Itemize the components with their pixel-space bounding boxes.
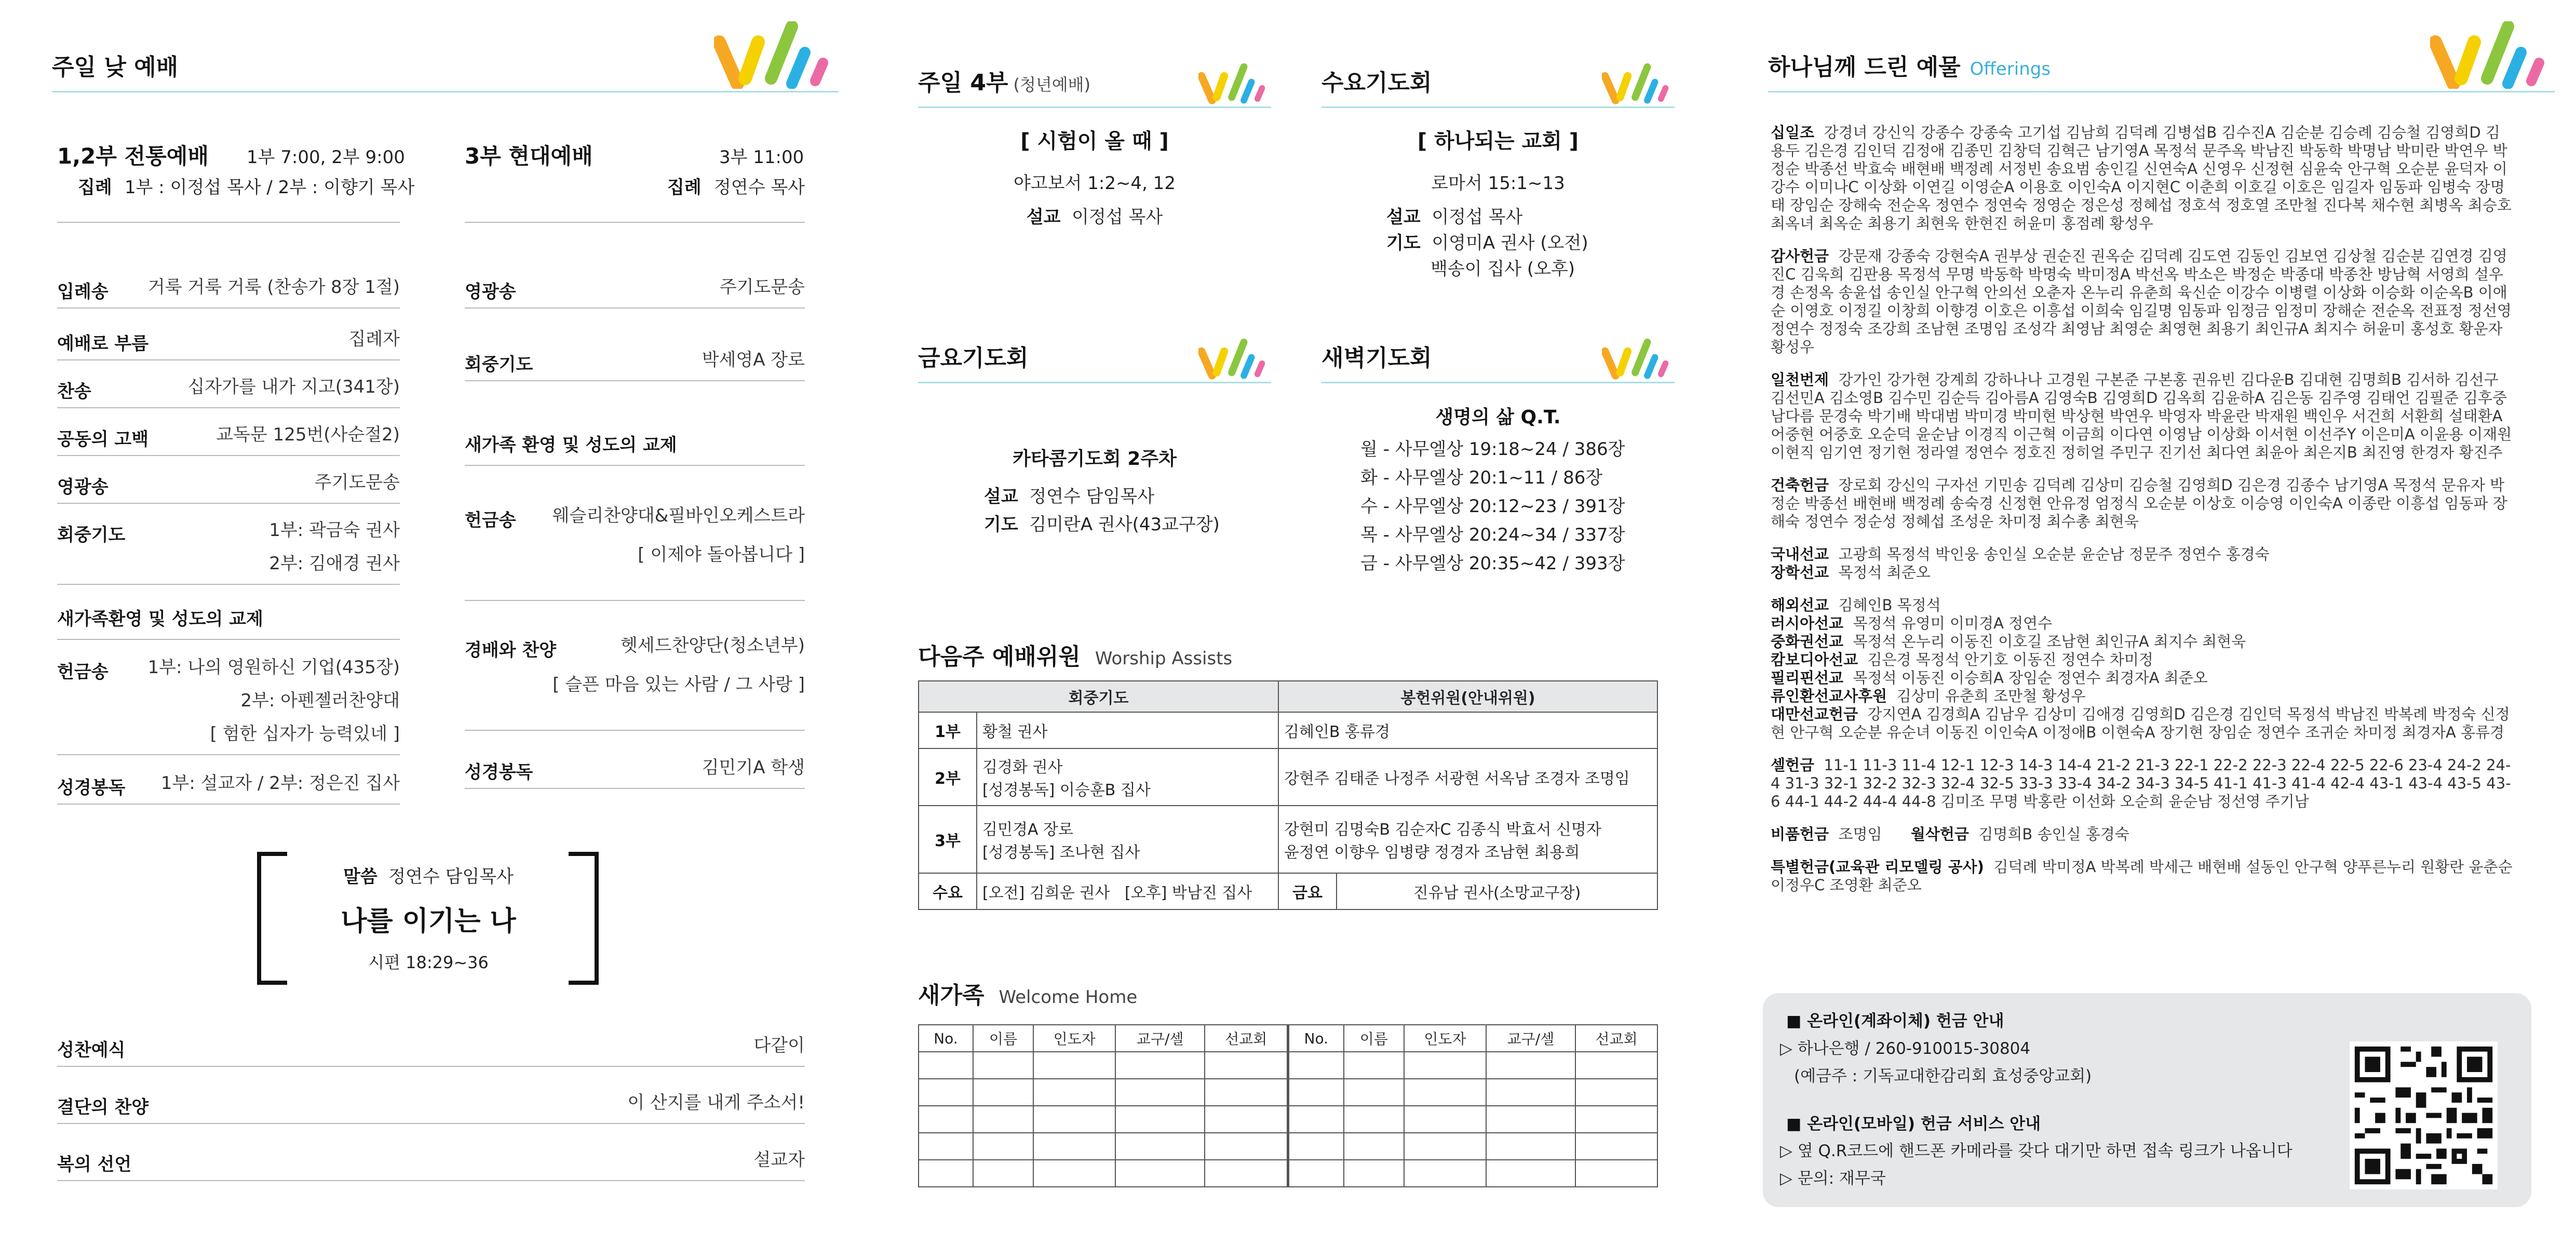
prayer-label-left: 회중기도 bbox=[57, 525, 126, 545]
s3-leader-label: 집례 bbox=[667, 177, 702, 198]
s3-divider bbox=[465, 222, 805, 223]
assist-table bbox=[918, 680, 1658, 910]
assist-title-en: Worship Assists bbox=[1095, 648, 1233, 669]
fri-header bbox=[918, 312, 1271, 383]
offering-paragraph: 국내선교 고광희 목정석 박인웅 송인실 오순분 윤순남 정문주 정연수 홍경숙 장학선교 목정석 최준오 bbox=[1771, 545, 2270, 581]
gloria-row bbox=[57, 465, 400, 504]
welcome-row-left bbox=[57, 597, 400, 640]
assist-fri-label: 금요 bbox=[1278, 873, 1337, 909]
dawn-list bbox=[1360, 435, 1625, 578]
gloria-label-right: 영광송 bbox=[465, 282, 516, 302]
table-row bbox=[919, 806, 1657, 873]
offer-v2-left: 2부: 아펜젤러찬양대 bbox=[240, 690, 400, 711]
church-logo bbox=[1198, 338, 1271, 380]
table-row bbox=[919, 1079, 1657, 1106]
assist-serve: 강현주 김태준 나정주 서광현 서옥남 조경자 조명임 bbox=[1278, 748, 1657, 806]
s12-leader-label: 집례 bbox=[78, 177, 112, 198]
sermon-bracket-right bbox=[569, 852, 599, 985]
col-no: No. bbox=[919, 1025, 973, 1052]
offering-paragraph: 셀헌금 11-1 11-3 11-4 12-1 12-3 14-3 14-4 21-2 21-3 22-1 22-2 22-3 22-4 22-5 22-6 23-4 24-2 24-4 31-3 32-1 32-2 32-3 32-4 32-5 33-3 33-4 34-2 34-3 34-5 41-1 41-3 41-4 42-4 43-1 43-4 43-5 43-6 44-1 44-2 44-4 44-8 김미조 무명 박홍란 이선화 오순희 윤순남 정선영 주기남 bbox=[1771, 756, 2511, 810]
assist-pray-cell: 김민경A 장로 [성경봉독] 조나현 집사 bbox=[977, 806, 1278, 873]
gloria-value-right: 주기도문송 bbox=[719, 277, 805, 298]
praise-row-right bbox=[465, 628, 805, 731]
online2-l2: ▷ 문의: 재무국 bbox=[1780, 1169, 1886, 1188]
hymn-label: 찬송 bbox=[57, 381, 91, 402]
offering-paragraph: 비품헌금 조명임 월삭헌금 김명희B 송인실 홍경숙 bbox=[1771, 825, 2129, 843]
col-guide: 인도자 bbox=[1404, 1025, 1486, 1052]
communion-value: 다같이 bbox=[753, 1035, 805, 1056]
assist-fri: 진유남 권사(소망교구장) bbox=[1337, 873, 1657, 909]
s4-subtitle: (청년예배) bbox=[1013, 75, 1091, 95]
prayer-v1-left: 1부: 곽금숙 권사 bbox=[269, 520, 400, 541]
wed-title: 수요기도회 bbox=[1321, 70, 1432, 96]
church-logo bbox=[714, 21, 839, 89]
welcome-label-left: 새가족환영 및 성도의 교제 bbox=[57, 609, 263, 630]
assist-part: 2부 bbox=[919, 748, 977, 806]
prayer-row-right bbox=[465, 343, 805, 381]
sermon-bracket-left bbox=[257, 852, 287, 985]
call-to-worship-value: 집례자 bbox=[348, 329, 400, 350]
sermon-ref: 시편 18:29~36 bbox=[368, 953, 489, 972]
table-row bbox=[919, 873, 1657, 909]
offerings-title-en: Offerings bbox=[1970, 59, 2051, 79]
col-name: 이름 bbox=[973, 1025, 1033, 1052]
dawn-header bbox=[1321, 312, 1675, 383]
entrance-song-row bbox=[57, 270, 400, 309]
offering-paragraph: 해외선교 김혜인B 목정석 러시아선교 목정석 유영미 이미경A 정연수 중화권선교 목정석 온누리 이동진 이호길 조남현 최인규A 최지수 최현욱 캄보디아선교 김은경 목정석 안기호 이동진 정연수 차미정 필리핀선교 목정석 이동진 이승희A 장임순 정연수 최경자A 최준오 류인환선교사후원 김상미 유춘희 조만철 황성우 대만선교헌금 강지연A 김경희A 김남우 김상미 김애경 김영희D 김은경 김인덕 목정석 박남진 박복례 박정숙 신정현 안구혁 오순분 유순녀 이동진 이인숙A 이정애B 이현숙A 장기현 장임순 정연수 조귀순 차미정 최경자A 홍류경 bbox=[1771, 596, 2510, 741]
praise-v1-right: 헷세드찬양단(청소년부) bbox=[621, 635, 805, 656]
offering-paragraph: 특별헌금(교육관 리모델링 공사) 김덕례 박미정A 박복례 박세근 배현배 설동인 안구혁 양푸른누리 원황란 윤춘순 이정우C 조영환 최준오 bbox=[1771, 858, 2513, 894]
hymn-row bbox=[57, 370, 400, 408]
gloria-value: 주기도문송 bbox=[314, 472, 400, 493]
bible-label-right: 성경봉독 bbox=[465, 762, 533, 783]
assist-part: 1부 bbox=[919, 712, 977, 748]
confession-value: 교독문 125번(사순절2) bbox=[216, 424, 400, 445]
dawn-item: 월 - 사무엘상 19:18~24 / 386장 bbox=[1360, 439, 1625, 460]
decision-song-label: 결단의 찬양 bbox=[57, 1097, 149, 1118]
assist-wed-label: 수요 bbox=[919, 873, 977, 909]
gloria-row-right bbox=[465, 270, 805, 309]
benediction-label: 복의 선언 bbox=[57, 1154, 132, 1175]
welcome-title-line bbox=[918, 976, 1137, 1010]
hymn-value: 십자가를 내가 지고(341장) bbox=[187, 377, 400, 397]
church-logo bbox=[1198, 63, 1271, 104]
welcome-title-en: Welcome Home bbox=[999, 987, 1138, 1008]
dawn-item: 화 - 사무엘상 20:1~11 / 86장 bbox=[1360, 467, 1603, 488]
prayer-row-left bbox=[57, 513, 400, 585]
benediction-row bbox=[57, 1143, 805, 1181]
table-row bbox=[919, 712, 1657, 748]
dawn-item: 금 - 사무엘상 20:35~42 / 393장 bbox=[1360, 553, 1625, 574]
s4-theme: [ 시험이 올 때 ] bbox=[1020, 129, 1169, 153]
church-logo bbox=[1602, 338, 1675, 380]
sermon-title: 나를 이기는 나 bbox=[341, 906, 516, 937]
confession-label: 공동의 고백 bbox=[57, 429, 149, 450]
s12-title: 1,2부 전통예배 bbox=[57, 143, 209, 169]
offer-v1-left: 1부: 나의 영원하신 기업(435장) bbox=[147, 657, 400, 678]
offer-v1-right: 웨슬리찬양대&필바인오케스트라 bbox=[552, 505, 805, 526]
s3-leader: 정연수 목사 bbox=[714, 177, 805, 198]
fri-preacher-line: 설교 정연수 담임목사 bbox=[984, 486, 1155, 507]
offer-label-right: 헌금송 bbox=[465, 510, 516, 531]
s4-header bbox=[918, 36, 1271, 108]
assist-title: 다음주 예배위원 bbox=[918, 644, 1081, 670]
assist-pray-cell: 김경화 권사 [성경봉독] 이승훈B 집사 bbox=[977, 748, 1278, 806]
entrance-song-value: 거룩 거룩 거룩 (찬송가 8장 1절) bbox=[147, 277, 400, 298]
s3-title: 3부 현대예배 bbox=[465, 143, 593, 169]
online1-title: ■ 온라인(계좌이체) 헌금 안내 bbox=[1786, 1012, 2004, 1031]
col-name: 이름 bbox=[1344, 1025, 1404, 1052]
praise-label-right: 경배와 찬양 bbox=[465, 640, 557, 661]
table-row bbox=[919, 1025, 1657, 1052]
assist-part: 3부 bbox=[919, 806, 977, 873]
s4-ref: 야고보서 1:2~4, 12 bbox=[1014, 173, 1176, 194]
bible-row-right bbox=[465, 751, 805, 789]
offerings-list bbox=[1771, 124, 2513, 909]
bible-label-left: 성경봉독 bbox=[57, 778, 126, 798]
p1-title: 주일 낮 예배 bbox=[52, 54, 179, 81]
wed-ref: 로마서 15:1~13 bbox=[1431, 173, 1565, 194]
wed-header bbox=[1321, 36, 1675, 108]
assist-wed: [오전] 김희운 권사 [오후] 박남진 집사 bbox=[977, 873, 1278, 909]
s12-time: 1부 7:00, 2부 9:00 bbox=[247, 147, 405, 168]
dawn-title: 새벽기도회 bbox=[1321, 345, 1432, 371]
offering-paragraph: 감사헌금 강문재 강종숙 강현숙A 권부상 권순진 권옥순 김덕례 김도연 김동인 김보연 김상철 김순분 김연경 김영진C 김욱희 김판용 목정석 무명 박동학 박명숙 박미정A 박선옥 박소은 박정순 박종대 박종찬 방남혁 서영희 설우경 손정옥 송윤섭 송인실 안구혁 안의선 오춘자 온누리 유춘희 육신순 이강수 이병렬 이상화 이승화 이순옥B 이애순 이영호 이정길 이창희 이향경 이호은 이흥섭 이희숙 임길명 임동파 임정금 임정미 장해순 전순옥 전표정 정선영 정연수 정정숙 조강희 조남현 조명임 조성각 최영남 최영순 최영현 최용기 최인규A 최지수 허윤미 홍성호 황운자 황성우 bbox=[1771, 247, 2512, 356]
col-cell: 교구/셀 bbox=[1115, 1025, 1205, 1052]
s12-leader: 1부 : 이정섭 목사 / 2부 : 이향기 목사 bbox=[125, 177, 415, 198]
prayer-label-right: 회중기도 bbox=[465, 354, 533, 375]
table-row bbox=[919, 748, 1657, 806]
col-mission: 선교회 bbox=[1205, 1025, 1288, 1052]
bible-value-left: 1부: 설교자 / 2부: 정은진 집사 bbox=[160, 773, 400, 794]
offer-row-right bbox=[465, 499, 805, 601]
welcome-table bbox=[918, 1024, 1658, 1187]
communion-label: 성찬예식 bbox=[57, 1040, 126, 1061]
table-row bbox=[919, 1106, 1657, 1133]
table-row bbox=[919, 1160, 1657, 1187]
col-no: No. bbox=[1288, 1025, 1343, 1052]
decision-song-value: 이 산지를 내게 주소서! bbox=[627, 1092, 805, 1113]
call-to-worship-label: 예배로 부름 bbox=[57, 333, 149, 354]
prayer-value-right: 박세영A 장로 bbox=[702, 350, 805, 370]
welcome-label-right: 새가족 환영 및 성도의 교제 bbox=[465, 435, 677, 456]
welcome-row-right bbox=[465, 423, 805, 466]
online2-title: ■ 온라인(모바일) 헌금 서비스 안내 bbox=[1786, 1115, 2041, 1133]
wed-prayer-line: 기도 이영미A 권사 (오전) bbox=[1386, 233, 1588, 253]
qr-code[interactable] bbox=[2350, 1041, 2498, 1189]
praise-v2-right: [ 슬픈 마음 있는 사람 / 그 사랑 ] bbox=[552, 674, 805, 695]
offering-paragraph: 건축헌금 장로회 강신익 구자선 기민송 김덕례 김상미 김승철 김영희D 김은경 김종수 남기영A 목정석 문유자 박정순 박종선 배현배 백정례 송숙경 신정현 안유정 엄정식 오순분 이상호 이승영 이인숙A 이종란 이흥섭 임동파 장해숙 정연수 정순성 정혜섭 조성운 차미정 최수총 최현욱 bbox=[1771, 476, 2507, 530]
church-logo bbox=[1602, 63, 1675, 104]
church-logo bbox=[2430, 21, 2555, 89]
wed-prayer2: 백송이 집사 (오후) bbox=[1431, 259, 1575, 279]
s4-preacher-line: 설교 이정섭 목사 bbox=[1026, 207, 1163, 227]
s4-title: 주일 4부 (청년예배) bbox=[918, 70, 1091, 96]
gloria-label: 영광송 bbox=[57, 477, 109, 498]
offer-v3-left: [ 험한 십자가 능력있네 ] bbox=[210, 724, 400, 744]
assist-pray: 황철 권사 bbox=[977, 712, 1278, 748]
offering-paragraph: 일천번제 강가인 강가현 강계희 강하나나 고경원 구본준 구본홍 권유빈 김다운B 김대현 김명희B 김서하 김선구 김선민A 김소영B 김수민 김순득 김아름A 김영숙B 김영희D 김옥희 김윤하A 김은동 김주영 김태언 김필준 김후중 남다름 문경숙 박기배 박대범 박미경 박미현 박상현 박연우 박영자 박윤란 박재원 백인우 서건희 서환희 설태환A 어중현 어중호 오순덕 윤순남 이경직 이근혁 이금희 이다연 이영남 이상화 이서현 이선주Y 이은미A 이윤용 이재원 이현직 임기연 정기현 정라열 정연수 정호진 정히얼 주민구 진기선 최다연 최윤아 최은지B 최진영 한경자 황진주 bbox=[1771, 371, 2512, 461]
bible-row-left bbox=[57, 766, 400, 805]
offerings-title-line: 하나님께 드린 예물 Offerings bbox=[1768, 54, 2051, 81]
bible-value-right: 김민기A 학생 bbox=[702, 757, 805, 778]
prayer-v2-left: 2부: 김애경 권사 bbox=[269, 553, 400, 574]
call-to-worship-row bbox=[57, 322, 400, 360]
fri-prayer-line: 기도 김미란A 권사(43교구장) bbox=[984, 514, 1220, 535]
dawn-item: 수 - 사무엘상 20:12~23 / 391장 bbox=[1360, 496, 1625, 517]
col-mission: 선교회 bbox=[1575, 1025, 1657, 1052]
online1-l2: (예금주 : 기독교대한감리회 효성중앙교회) bbox=[1794, 1067, 2092, 1086]
assist-head-serve: 봉헌위원(안내위원) bbox=[1278, 681, 1657, 712]
table-row bbox=[919, 1052, 1657, 1079]
wed-theme: [ 하나되는 교회 ] bbox=[1417, 129, 1579, 153]
dawn-item: 목 - 사무엘상 20:24~34 / 337장 bbox=[1360, 525, 1625, 545]
assist-serve: 김혜인B 홍류경 bbox=[1278, 712, 1657, 748]
fri-theme: 카타콤기도회 2주차 bbox=[1013, 448, 1177, 470]
assist-head-prayer: 회중기도 bbox=[919, 681, 1278, 712]
fri-title: 금요기도회 bbox=[918, 345, 1029, 371]
communion-row bbox=[57, 1028, 805, 1067]
wed-preacher-line: 설교 이정섭 목사 bbox=[1386, 207, 1523, 227]
col-guide: 인도자 bbox=[1033, 1025, 1115, 1052]
confession-row bbox=[57, 418, 400, 456]
sermon-block bbox=[291, 862, 566, 973]
s12-divider bbox=[57, 222, 400, 223]
welcome-title: 새가족 bbox=[918, 982, 984, 1009]
offering-paragraph: 십일조 강경녀 강신익 강종수 강종숙 고기섭 김남희 김덕례 김병섭B 김수진A 김순분 김승례 김승철 김영희D 김용두 김은경 김인덕 김정애 김종민 김창덕 김혁근 남기영A 목정석 문주옥 박남진 박동학 박명남 박미란 박연우 박정순 박종선 박효숙 배현배 백정례 서정빈 송요범 송인길 신연숙A 신영우 신정현 심윤숙 안구혁 오순분 윤덕자 이강수 이미나C 이상화 이연길 이영순A 이용호 이인숙A 이지현C 이춘희 이호길 이호은 임길자 임동파 임병숙 장명태 장임순 장해숙 전순옥 정연수 정연숙 정영순 정은성 정혜섭 정호석 정호열 조만철 진다복 채수현 최병옥 최승호 최옥녀 최옥순 최용기 최현욱 한현진 허윤미 홍점례 황성우 bbox=[1771, 124, 2512, 232]
offer-row-left bbox=[57, 650, 400, 755]
online2-l1: ▷ 옆 Q.R코드에 핸드폰 카메라를 갖다 대기만 하면 접속 링크가 나옵니다 bbox=[1780, 1142, 2292, 1160]
col-cell: 교구/셀 bbox=[1486, 1025, 1575, 1052]
dawn-theme: 생명의 삶 Q.T. bbox=[1435, 407, 1561, 428]
offer-label-left: 헌금송 bbox=[57, 662, 109, 682]
assist-serve-cell: 강현미 김명숙B 김순자C 김종식 박효서 신명자 윤정연 이향우 임병량 정경자 조남현 최용희 bbox=[1278, 806, 1657, 873]
offerings-header bbox=[1768, 29, 2555, 92]
decision-song-row bbox=[57, 1086, 805, 1124]
online1-l1: ▷ 하나은행 / 260-910015-30804 bbox=[1780, 1039, 2031, 1058]
offer-v2-right: [ 이제야 돌아봅니다 ] bbox=[638, 544, 805, 565]
sermon-label: 말씀 bbox=[343, 866, 377, 887]
benediction-value: 설교자 bbox=[753, 1149, 805, 1170]
p1-header bbox=[52, 29, 839, 92]
entrance-song-label: 입례송 bbox=[57, 282, 109, 302]
assist-title-line bbox=[918, 638, 1232, 671]
sermon-preacher: 정연수 담임목사 bbox=[388, 866, 514, 887]
s3-time: 3부 11:00 bbox=[719, 147, 804, 168]
table-row bbox=[919, 1133, 1657, 1160]
